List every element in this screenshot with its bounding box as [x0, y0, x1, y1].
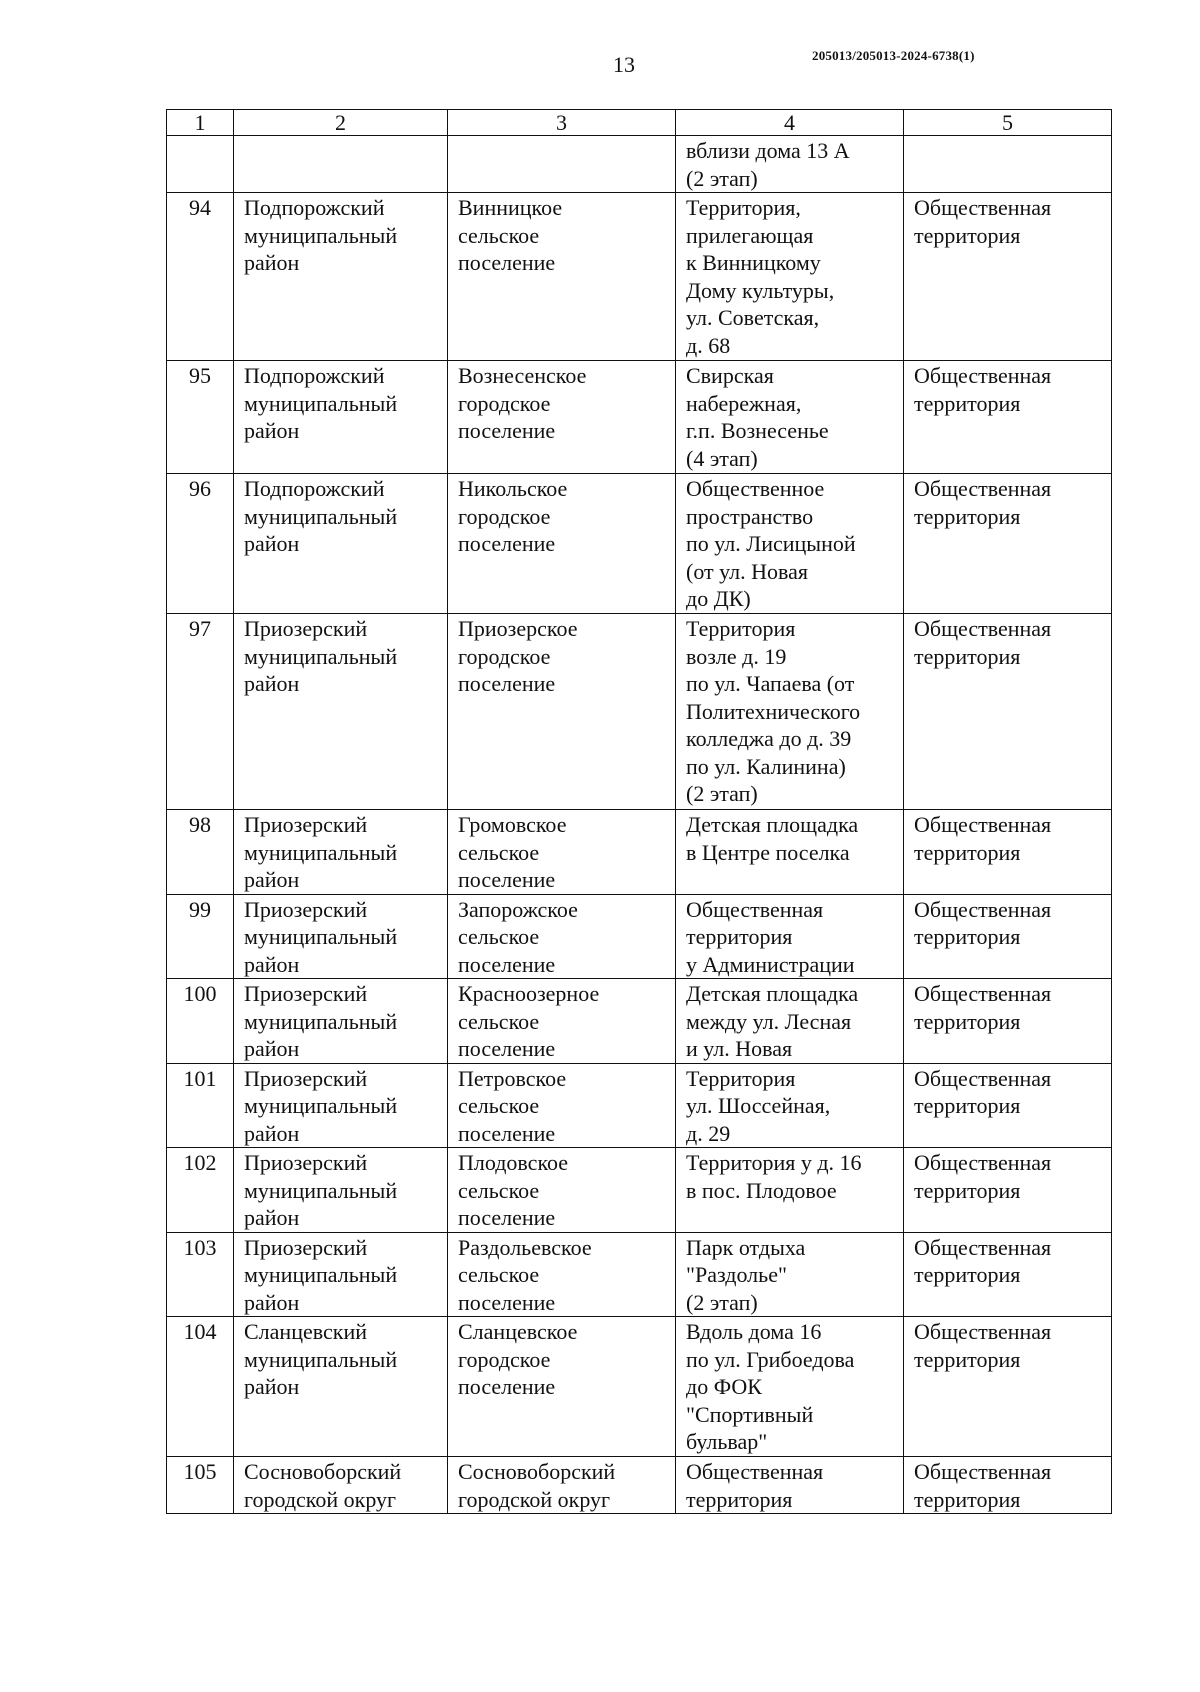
territory-type-cell: [904, 614, 1112, 810]
table-row: [167, 1148, 1112, 1233]
settlement-cell: [448, 474, 676, 614]
cell-text-line: поселение: [458, 1205, 556, 1230]
location-cell: [676, 894, 904, 979]
cell-text-line: район: [244, 1289, 300, 1315]
district-cell: [234, 136, 448, 193]
cell-text-line: пространство: [686, 503, 814, 529]
cell-text-line: поселение: [458, 531, 556, 556]
cell-text-line: сельское: [458, 1093, 540, 1118]
cell-text-line: сельское: [458, 1262, 540, 1287]
cell-text-line: Сланцевский: [244, 1319, 367, 1344]
cell-text-line: у Администрации: [686, 951, 855, 977]
territory-type-cell: [904, 810, 1112, 895]
cell-text-line: и ул. Новая: [686, 1036, 793, 1061]
district-cell: [234, 979, 448, 1064]
settlement-cell: [448, 1457, 676, 1514]
table-row: [167, 1457, 1112, 1514]
cell-text-line: Общественная: [914, 363, 1052, 388]
cell-text-line: поселение: [458, 1036, 556, 1061]
cell-text-line: городской округ: [244, 1486, 397, 1512]
location-cell: [676, 1232, 904, 1317]
document-id: 205013/205013-2024-6738(1): [812, 48, 975, 63]
cell-text-line: городской округ: [458, 1486, 611, 1512]
row-number-cell: 94: [167, 193, 234, 361]
cell-text-line: район: [244, 250, 300, 275]
cell-text-line: Территория у д. 16: [686, 1150, 862, 1175]
cell-text-line: Парк отдыха: [686, 1234, 806, 1260]
table-row: [167, 1063, 1112, 1148]
cell-text-line: район: [244, 1205, 300, 1230]
district-cell: [234, 193, 448, 361]
cell-text-line: Территория: [686, 1065, 796, 1091]
territory-type-cell: [904, 1317, 1112, 1457]
cell-text-line: район: [244, 951, 300, 977]
cell-text-line: в Центре поселка: [686, 839, 850, 865]
cell-text-line: Детская площадка: [686, 812, 859, 837]
table-row: [167, 614, 1112, 810]
cell-text-line: поселение: [458, 1374, 556, 1399]
cell-text-line: Сосновоборский: [458, 1459, 616, 1484]
cell-text-line: территория: [914, 1093, 1021, 1118]
cell-text-line: Свирская: [686, 363, 774, 388]
cell-text-line: прилегающая: [686, 222, 814, 248]
cell-text-line: (2 этап): [686, 781, 758, 806]
cell-text-line: Вознесенское: [458, 363, 587, 388]
row-number-cell: [167, 136, 234, 193]
territory-type-cell: [904, 1148, 1112, 1233]
cell-text-line: муниципальный: [244, 390, 398, 416]
cell-text-line: Никольское: [458, 476, 568, 501]
cell-text-line: Общественная: [914, 1065, 1052, 1091]
cell-text-line: район: [244, 1120, 300, 1146]
district-cell: [234, 810, 448, 895]
cell-text-line: Громовское: [458, 812, 567, 837]
cell-text-line: поселение: [458, 951, 556, 977]
cell-text-line: Общественная: [686, 1459, 824, 1484]
table-row: [167, 810, 1112, 895]
settlement-cell: [448, 614, 676, 810]
cell-text-line: Вдоль дома 16: [686, 1319, 822, 1344]
location-cell: [676, 1148, 904, 1233]
cell-text-line: муниципальный: [244, 1093, 398, 1118]
cell-text-line: территория: [914, 1262, 1021, 1287]
cell-text-line: Детская площадка: [686, 981, 859, 1006]
cell-text-line: Раздольевское: [458, 1234, 592, 1260]
page-number: 13: [613, 52, 635, 77]
cell-text-line: "Спортивный: [686, 1401, 814, 1427]
settlement-cell: [448, 136, 676, 193]
cell-text-line: (2 этап): [686, 1289, 758, 1315]
cell-text-line: район: [244, 1036, 300, 1061]
cell-text-line: Приозерский: [244, 896, 368, 922]
cell-text-line: территория: [914, 503, 1021, 529]
cell-text-line: Общественная: [914, 1234, 1052, 1260]
cell-text-line: по ул. Грибоедова: [686, 1346, 855, 1372]
territory-type-cell: [904, 1457, 1112, 1514]
cell-text-line: район: [244, 418, 300, 443]
location-cell: [676, 614, 904, 810]
cell-text-line: вблизи дома 13 А: [686, 138, 850, 163]
cell-text-line: Общественная: [914, 981, 1052, 1006]
row-number-cell: 100: [167, 979, 234, 1064]
territory-type-cell: [904, 894, 1112, 979]
cell-text-line: территория: [914, 1177, 1021, 1203]
location-cell: [676, 979, 904, 1064]
cell-text-line: сельское: [458, 924, 540, 949]
cell-text-line: городское: [458, 503, 551, 529]
cell-text-line: (4 этап): [686, 445, 758, 471]
table-row: [167, 1232, 1112, 1317]
territory-type-cell: [904, 474, 1112, 614]
location-cell: [676, 474, 904, 614]
cell-text-line: муниципальный: [244, 1008, 398, 1034]
district-cell: [234, 1148, 448, 1233]
table-row: [167, 979, 1112, 1064]
district-cell: [234, 1317, 448, 1457]
settlement-cell: [448, 894, 676, 979]
cell-text-line: (2 этап): [686, 165, 758, 191]
territory-type-cell: [904, 193, 1112, 361]
cell-text-line: к Винницкому: [686, 250, 821, 275]
cell-text-line: в пос. Плодовое: [686, 1177, 837, 1203]
cell-text-line: городское: [458, 390, 551, 416]
location-cell: [676, 193, 904, 361]
cell-text-line: территория: [914, 222, 1021, 248]
cell-text-line: Приозерский: [244, 616, 368, 641]
cell-text-line: Приозерский: [244, 812, 368, 837]
cell-text-line: территория: [914, 643, 1021, 669]
row-number-cell: 101: [167, 1063, 234, 1148]
table-row: [167, 1317, 1112, 1457]
cell-text-line: территория: [686, 1486, 793, 1512]
cell-text-line: Приозерское: [458, 616, 578, 641]
cell-text-line: до ФОК: [686, 1374, 762, 1399]
cell-text-line: Общественная: [914, 1319, 1052, 1344]
column-header: 3: [448, 110, 676, 136]
cell-text-line: район: [244, 1374, 300, 1399]
cell-text-line: сельское: [458, 839, 540, 865]
cell-text-line: Территория: [686, 616, 796, 641]
cell-text-line: муниципальный: [244, 924, 398, 949]
cell-text-line: колледжа до д. 39: [686, 726, 852, 751]
location-cell: [676, 1317, 904, 1457]
cell-text-line: Винницкое: [458, 195, 563, 220]
cell-text-line: Приозерский: [244, 981, 368, 1006]
cell-text-line: муниципальный: [244, 222, 398, 248]
row-number-cell: 98: [167, 810, 234, 895]
settlement-cell: [448, 1063, 676, 1148]
cell-text-line: поселение: [458, 1289, 556, 1315]
cell-text-line: бульвар": [686, 1429, 768, 1454]
table-row: [167, 361, 1112, 474]
cell-text-line: Общественное: [686, 476, 825, 501]
cell-text-line: территория: [914, 390, 1021, 416]
column-header: 2: [234, 110, 448, 136]
cell-text-line: ул. Шоссейная,: [686, 1093, 831, 1118]
column-header: 5: [904, 110, 1112, 136]
cell-text-line: сельское: [458, 222, 540, 248]
cell-text-line: набережная,: [686, 390, 802, 416]
cell-text-line: по ул. Чапаева (от: [686, 671, 855, 696]
settlement-cell: [448, 979, 676, 1064]
row-number-cell: 103: [167, 1232, 234, 1317]
cell-text-line: муниципальный: [244, 1346, 398, 1372]
district-cell: [234, 1063, 448, 1148]
cell-text-line: территория: [686, 924, 793, 949]
cell-text-line: ул. Советская,: [686, 305, 820, 330]
location-cell: [676, 361, 904, 474]
cell-text-line: г.п. Вознесенье: [686, 418, 829, 443]
district-cell: [234, 474, 448, 614]
cell-text-line: поселение: [458, 418, 556, 443]
cell-text-line: район: [244, 531, 300, 556]
territory-type-cell: [904, 979, 1112, 1064]
cell-text-line: Приозерский: [244, 1150, 368, 1175]
cell-text-line: поселение: [458, 867, 556, 892]
cell-text-line: д. 68: [686, 332, 731, 358]
cell-text-line: территория: [914, 1346, 1021, 1372]
cell-text-line: территория: [914, 924, 1021, 949]
cell-text-line: Общественная: [914, 476, 1052, 501]
settlement-cell: [448, 810, 676, 895]
row-number-cell: 102: [167, 1148, 234, 1233]
table-row: [167, 474, 1112, 614]
cell-text-line: Общественная: [914, 812, 1052, 837]
cell-text-line: Сланцевское: [458, 1319, 578, 1344]
cell-text-line: муниципальный: [244, 503, 398, 529]
cell-text-line: сельское: [458, 1177, 540, 1203]
column-header: 4: [676, 110, 904, 136]
cell-text-line: муниципальный: [244, 1177, 398, 1203]
cell-text-line: Подпорожский: [244, 363, 385, 388]
cell-text-line: по ул. Лисицыной: [686, 531, 856, 556]
cell-text-line: поселение: [458, 250, 556, 275]
cell-text-line: Общественная: [914, 896, 1052, 922]
cell-text-line: Общественная: [914, 616, 1052, 641]
cell-text-line: Сосновоборский: [244, 1459, 402, 1484]
settlement-cell: [448, 1317, 676, 1457]
table-row: [167, 193, 1112, 361]
district-cell: [234, 1457, 448, 1514]
row-number-cell: 104: [167, 1317, 234, 1457]
table-row: [167, 894, 1112, 979]
cell-text-line: Подпорожский: [244, 476, 385, 501]
cell-text-line: Общественная: [914, 195, 1052, 220]
territory-type-cell: [904, 1232, 1112, 1317]
cell-text-line: между ул. Лесная: [686, 1008, 852, 1034]
row-number-cell: 97: [167, 614, 234, 810]
cell-text-line: Общественная: [914, 1459, 1052, 1484]
territory-table: [166, 109, 1112, 1514]
cell-text-line: (от ул. Новая: [686, 558, 809, 584]
row-number-cell: 95: [167, 361, 234, 474]
cell-text-line: Территория,: [686, 195, 801, 220]
cell-text-line: по ул. Калинина): [686, 753, 846, 779]
cell-text-line: Красноозерное: [458, 981, 600, 1006]
cell-text-line: муниципальный: [244, 1262, 398, 1287]
cell-text-line: поселение: [458, 1120, 556, 1146]
settlement-cell: [448, 193, 676, 361]
territory-type-cell: [904, 361, 1112, 474]
cell-text-line: Политехнического: [686, 698, 861, 724]
cell-text-line: Подпорожский: [244, 195, 385, 220]
cell-text-line: Запорожское: [458, 896, 578, 922]
cell-text-line: территория: [914, 1008, 1021, 1034]
row-number-cell: 99: [167, 894, 234, 979]
cell-text-line: до ДК): [686, 586, 751, 611]
district-cell: [234, 614, 448, 810]
district-cell: [234, 894, 448, 979]
location-cell: [676, 1457, 904, 1514]
district-cell: [234, 1232, 448, 1317]
cell-text-line: Петровское: [458, 1065, 567, 1091]
cell-text-line: муниципальный: [244, 839, 398, 865]
location-cell: [676, 810, 904, 895]
cell-text-line: возле д. 19: [686, 643, 787, 669]
column-header: 1: [167, 110, 234, 136]
settlement-cell: [448, 1232, 676, 1317]
cell-text-line: территория: [914, 1486, 1021, 1512]
cell-text-line: "Раздолье": [686, 1262, 787, 1287]
cell-text-line: сельское: [458, 1008, 540, 1034]
cell-text-line: городское: [458, 643, 551, 669]
territory-type-cell: [904, 136, 1112, 193]
location-cell: [676, 136, 904, 193]
cell-text-line: поселение: [458, 671, 556, 696]
cell-text-line: район: [244, 867, 300, 892]
cell-text-line: городское: [458, 1346, 551, 1372]
cell-text-line: Дому культуры,: [686, 277, 835, 303]
cell-text-line: муниципальный: [244, 643, 398, 669]
location-cell: [676, 1063, 904, 1148]
row-number-cell: 96: [167, 474, 234, 614]
territory-type-cell: [904, 1063, 1112, 1148]
cell-text-line: Приозерский: [244, 1234, 368, 1260]
table-header-row: [167, 110, 1112, 136]
cell-text-line: д. 29: [686, 1120, 731, 1146]
cell-text-line: Плодовское: [458, 1150, 569, 1175]
district-cell: [234, 361, 448, 474]
settlement-cell: [448, 361, 676, 474]
cell-text-line: Общественная: [914, 1150, 1052, 1175]
cell-text-line: Приозерский: [244, 1065, 368, 1091]
table-row: [167, 136, 1112, 193]
cell-text-line: территория: [914, 839, 1021, 865]
settlement-cell: [448, 1148, 676, 1233]
cell-text-line: Общественная: [686, 896, 824, 922]
row-number-cell: 105: [167, 1457, 234, 1514]
cell-text-line: район: [244, 671, 300, 696]
